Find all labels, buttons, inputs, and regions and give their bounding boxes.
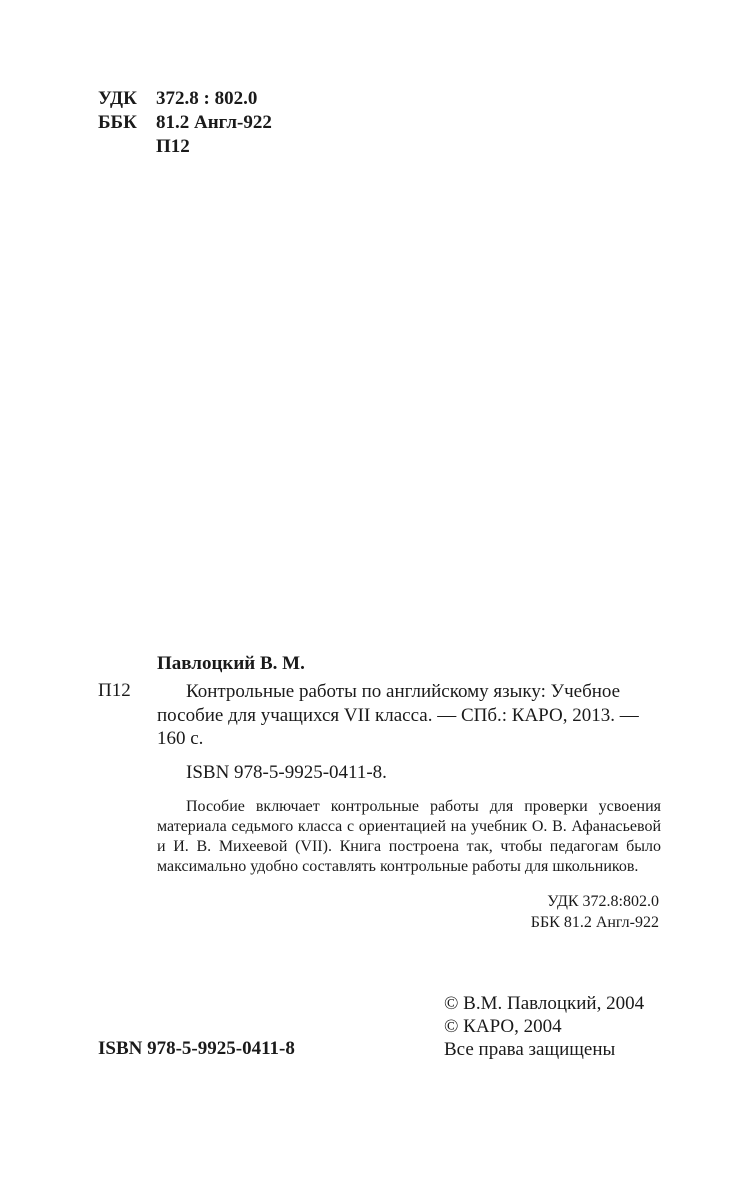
udk-index: УДК 372.8:802.0 [547, 893, 659, 910]
author-mark: П12 [156, 136, 190, 157]
entry-isbn: ISBN 978-5-9925-0411-8. [186, 762, 387, 783]
title-line-2: пособие для учащихся VII класса. — СПб.: КАРО, 2013. — [157, 704, 639, 726]
copyright-publisher: © КАРО, 2004 [444, 1016, 562, 1037]
title-line-3: 160 с. [157, 728, 204, 749]
rights-reserved: Все права защищены [444, 1039, 616, 1060]
bbk-label: ББК [98, 112, 137, 133]
copyright-author: © В.М. Павлоцкий, 2004 [444, 993, 645, 1014]
bbk-value: 81.2 Англ-922 [156, 112, 272, 133]
udk-value: 372.8 : 802.0 [156, 88, 258, 109]
author-name: Павлоцкий В. М. [157, 653, 305, 674]
footer-isbn: ISBN 978-5-9925-0411-8 [98, 1038, 295, 1059]
entry-code: П12 [98, 680, 131, 701]
udk-label: УДК [98, 88, 137, 109]
abstract-text: Пособие включает контрольные работы для проверки усвоения материала седьмого класса с ориентацией на учебник О. В. Афанасьевой и И. В. Михеевой (VII). Книга построена так, чтобы педагогам было максимально удобно составлять контрольные работы для школьников. [157, 798, 661, 875]
entry-description [157, 680, 661, 751]
udk-row [98, 86, 257, 112]
title-line-1: Контрольные работы по английскому языку: Учебное [186, 681, 621, 702]
bbk-index: ББК 81.2 Англ-922 [530, 914, 659, 931]
bbk-row [98, 110, 272, 136]
